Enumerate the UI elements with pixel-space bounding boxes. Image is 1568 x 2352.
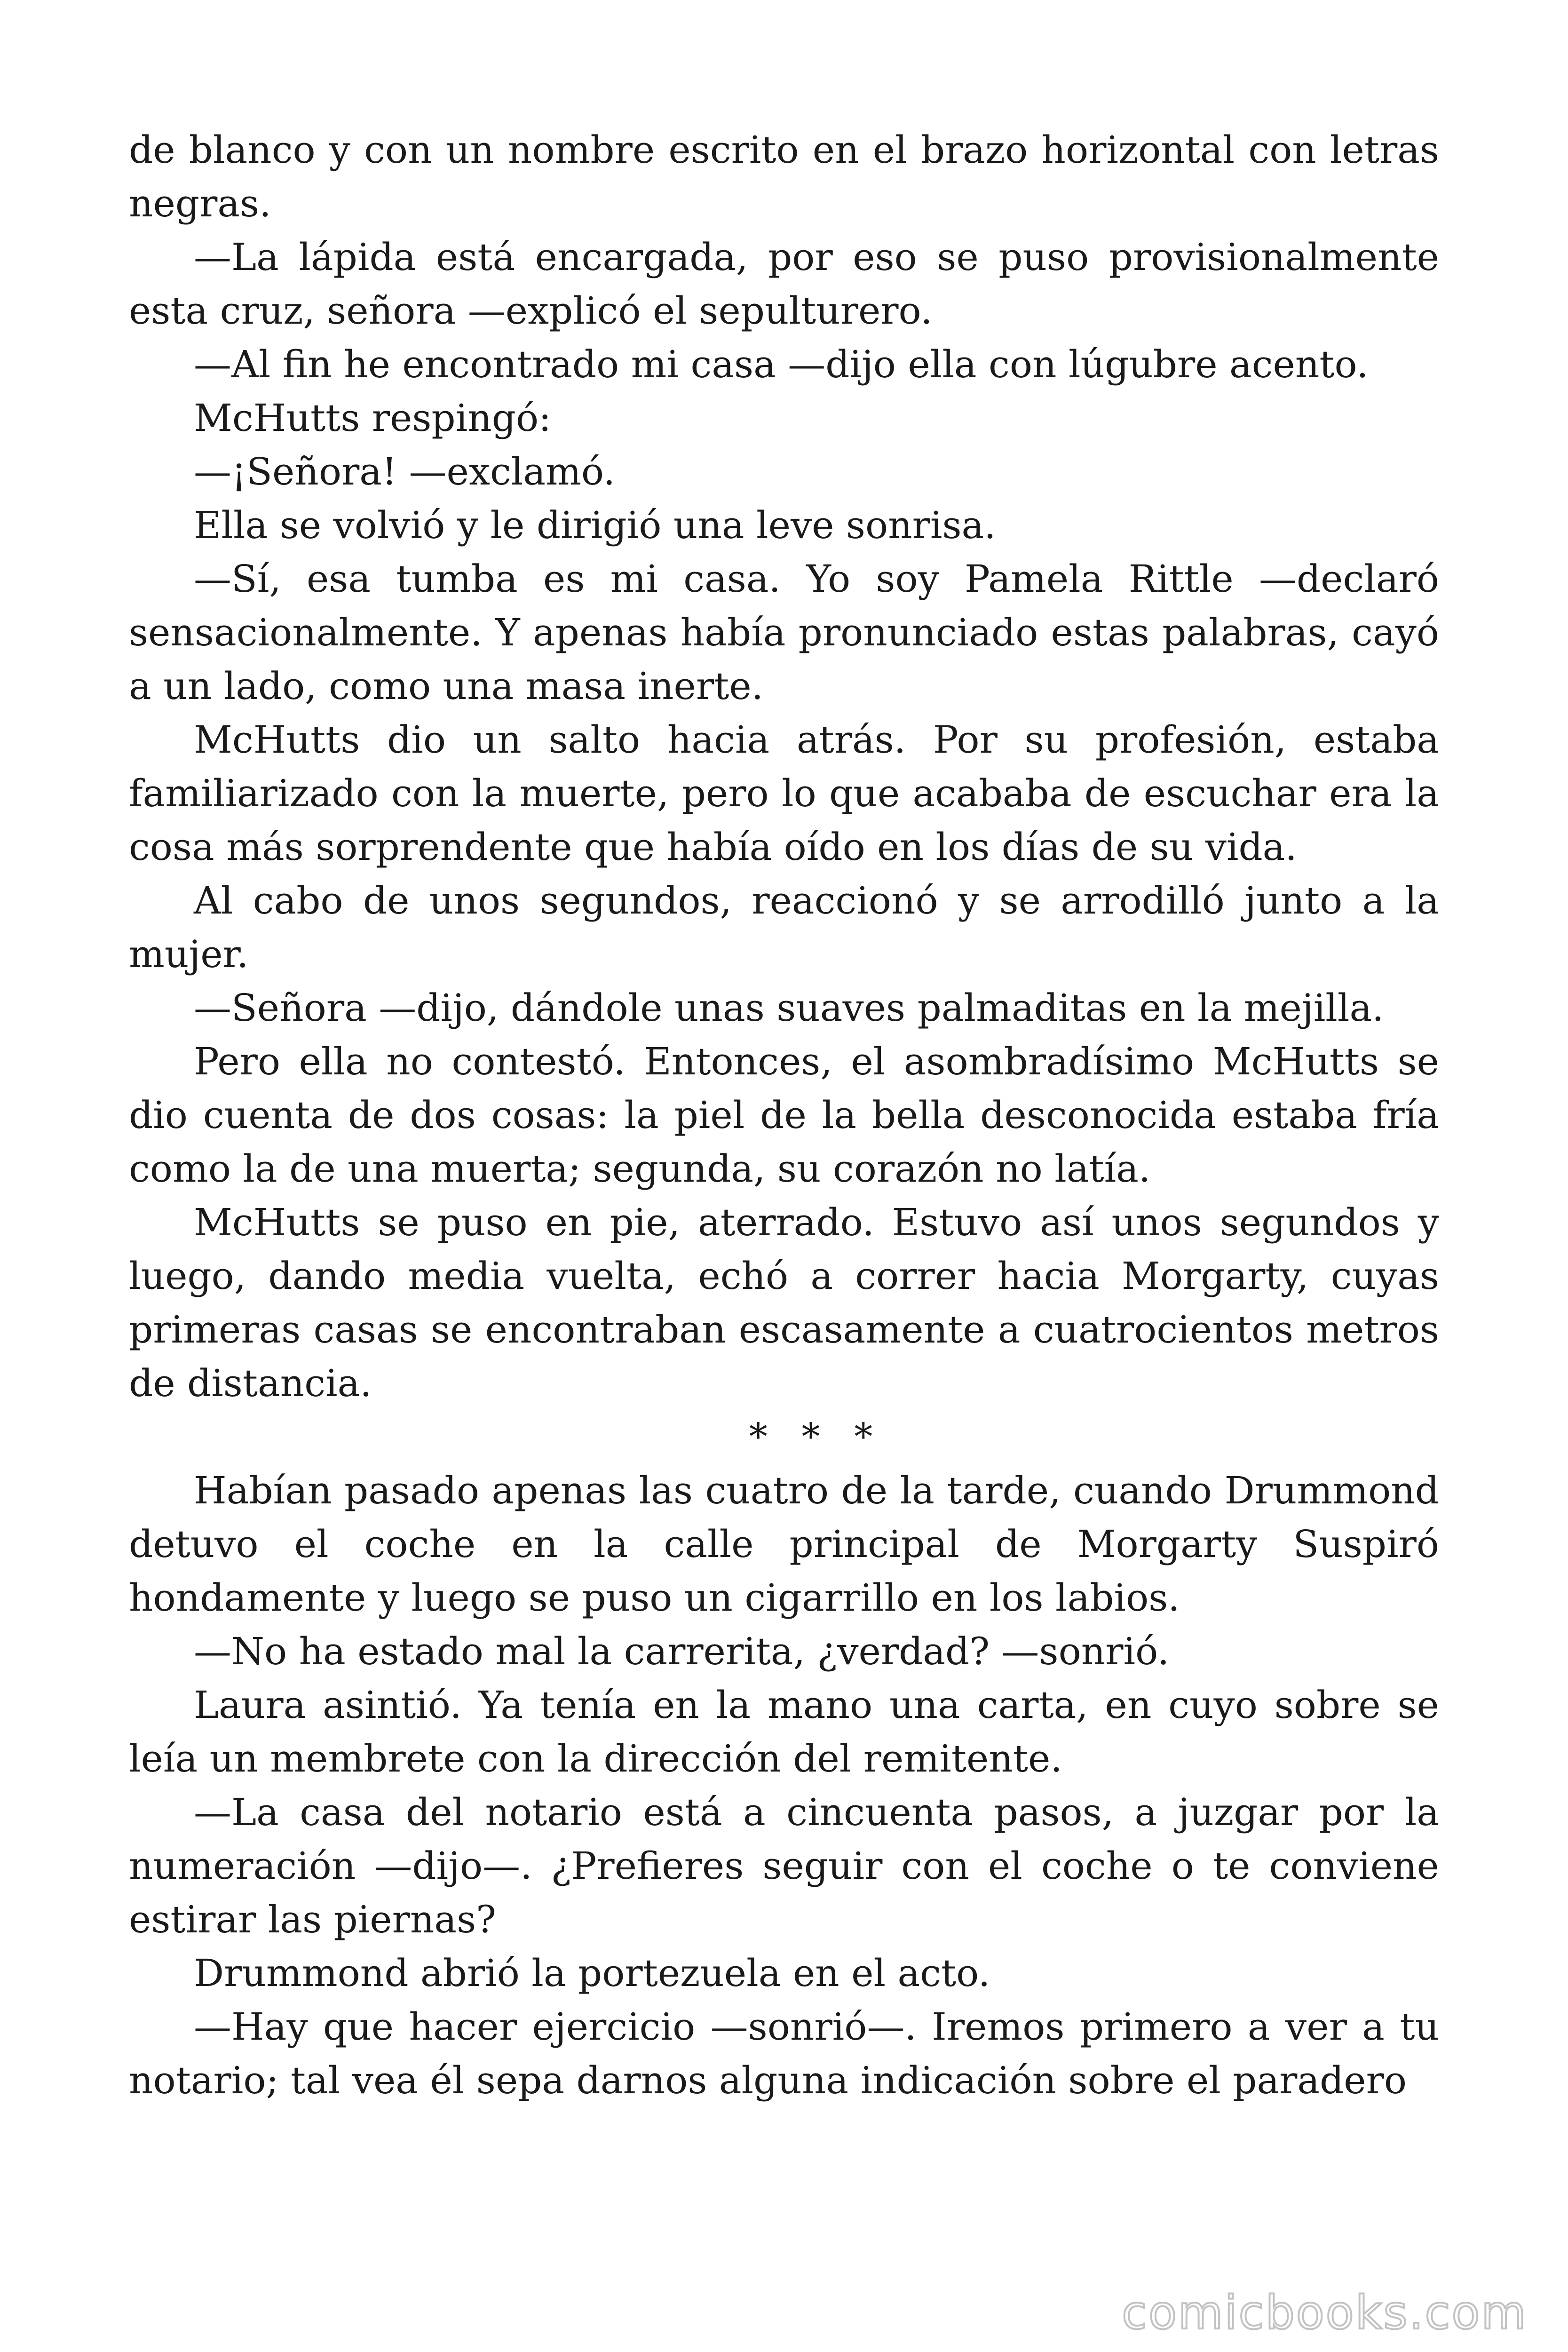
paragraph-15: Laura asintió. Ya tenía en la mano una carta, en cuyo sobre se leía un membrete con la dirección del remitente. <box>129 1683 1439 1780</box>
paragraph-3: —Al fin he encontrado mi casa —dijo ella con lúgubre acento. <box>194 342 1369 386</box>
section-separator: * * * <box>749 1416 884 1458</box>
paragraph-4: McHutts respingó: <box>194 396 552 440</box>
paragraph-11: Pero ella no contestó. Entonces, el asombradísimo McHutts se dio cuenta de dos cosas: la piel de la bella desconocida estaba fría como la de una muerta; segunda, su corazón no latía. <box>129 1040 1439 1191</box>
paragraph-5: —¡Señora! —exclamó. <box>194 450 616 493</box>
paragraph-6: Ella se volvió y le dirigió una leve sonrisa. <box>194 503 996 547</box>
paragraph-12: McHutts se puso en pie, aterrado. Estuvo así unos segundos y luego, dando media vuelta, echó a correr hacia Morgarty, cuyas primeras casas se encontraban escasamente a cuatrocientos metros de distancia. <box>129 1200 1439 1405</box>
paragraph-14: —No ha estado mal la carrerita, ¿verdad? —sonrió. <box>194 1629 1170 1673</box>
paragraph-16: —La casa del notario está a cincuenta pasos, a juzgar por la numeración —dijo—. ¿Prefieres seguir con el coche o te conviene estirar las piernas? <box>129 1790 1439 1941</box>
paragraph-7: —Sí, esa tumba es mi casa. Yo soy Pamela Rittle —declaró sensacionalmente. Y apenas había pronunciado estas palabras, cayó a un lado, como una masa inerte. <box>129 557 1439 708</box>
paragraph-1: de blanco y con un nombre escrito en el brazo horizontal con letras negras. <box>129 128 1439 225</box>
paragraph-8: McHutts dio un salto hacia atrás. Por su profesión, estaba familiarizado con la muerte, pero lo que acababa de escuchar era la cosa más sorprendente que había oído en los días de su vida. <box>129 718 1439 869</box>
watermark-text: comicbooks.com <box>1122 2286 1528 2340</box>
paragraph-13: Habían pasado apenas las cuatro de la tarde, cuando Drummond detuvo el coche en la calle principal de Morgarty Suspiró hondamente y luego se puso un cigarrillo en los labios. <box>129 1469 1439 1620</box>
paragraph-9: Al cabo de unos segundos, reaccionó y se arrodilló junto a la mujer. <box>129 879 1439 976</box>
paragraph-10: —Señora —dijo, dándole unas suaves palmaditas en la mejilla. <box>194 986 1384 1030</box>
paragraph-18: —Hay que hacer ejercicio —sonrió—. Iremos primero a ver a tu notario; tal vea él sepa darnos alguna indicación sobre el paradero <box>129 2005 1439 2102</box>
book-page-text <box>129 123 1439 2107</box>
paragraph-2: —La lápida está encargada, por eso se puso provisionalmente esta cruz, señora —explicó el sepulturero. <box>129 235 1439 333</box>
paragraph-17: Drummond abrió la portezuela en el acto. <box>194 1951 990 1995</box>
